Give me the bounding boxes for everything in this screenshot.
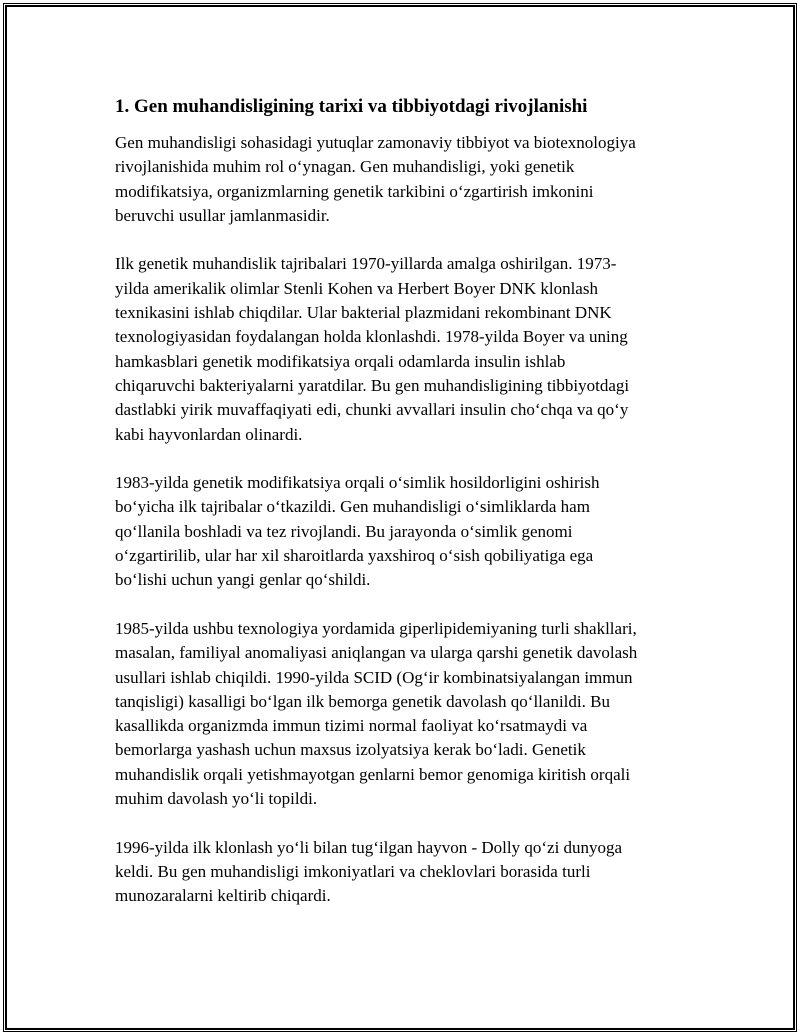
text-line: 1983-yilda genetik modifikatsiya orqali o‘simlik hosildorligini oshirish	[115, 473, 600, 493]
text-line: muhim davolash yo‘li topildi.	[115, 789, 318, 809]
text-line: kasallikda organizmda immun tizimi normal faoliyat ko‘rsatmaydi va	[115, 716, 588, 736]
text-line: modifikatsiya, organizmlarning genetik tarkibini o‘zgartirish imkonini	[115, 181, 594, 201]
text-line: dastlabki yirik muvaffaqiyati edi, chunki avvallari insulin cho‘chqa va qo‘y	[115, 400, 629, 420]
text-line: Ilk genetik muhandislik tajribalari 1970-yillarda amalga oshirilgan. 1973-	[115, 254, 617, 274]
paragraph-intro	[115, 131, 690, 228]
text-line: o‘zgartirilib, ular har xil sharoitlarda yaxshiroq o‘sish qobiliyatiga ega	[115, 546, 594, 566]
text-line: yilda amerikalik olimlar Stenli Kohen va Herbert Boyer DNK klonlash	[115, 278, 598, 298]
text-line: hamkasblari genetik modifikatsiya orqali odamlarda insulin ishlab	[115, 351, 566, 371]
text-line: tanqisligi) kasalligi bo‘lgan ilk bemorga genetik davolash qo‘llanildi. Bu	[115, 691, 610, 711]
text-line: Gen muhandisligi sohasidagi yutuqlar zamonaviy tibbiyot va biotexnologiya	[115, 133, 636, 152]
text-line: bo‘yicha ilk tajribalar o‘tkazildi. Gen muhandisligi o‘simliklarda ham	[115, 497, 590, 517]
document-title: 1. Gen muhandisligining tarixi va tibbiyotdagi rivojlanishi	[115, 96, 588, 117]
text-line: usullari ishlab chiqildi. 1990-yilda SCID (Og‘ir kombinatsiyalangan immun	[115, 667, 633, 687]
text-line: texnologiyasidan foydalangan holda klonlashdi. 1978-yilda Boyer va uning	[115, 327, 628, 347]
text-line: masalan, familiyal anomaliyasi aniqlangan va ularga qarshi genetik davolash	[115, 643, 638, 663]
text-line: keldi. Bu gen muhandisligi imkoniyatlari va cheklovlari borasida turli	[115, 861, 591, 881]
text-line: 1996-yilda ilk klonlash yo‘li bilan tug‘ilgan hayvon - Dolly qo‘zi dunyoga	[115, 837, 623, 857]
text-line: munozaralarni keltirib chiqardi.	[115, 886, 331, 906]
text-line: rivojlanishida muhim rol o‘ynagan. Gen muhandisligi, yoki genetik	[115, 157, 575, 177]
text-line: bo‘lishi uchun yangi genlar qo‘shildi.	[115, 570, 371, 590]
text-line: 1985-yilda ushbu texnologiya yordamida giperlipidemiyaning turli shakllari,	[115, 618, 637, 638]
paragraph-1970s	[115, 252, 690, 446]
text-line: chiqaruvchi bakteriyalarni yaratdilar. Bu gen muhandisligining tibbiyotdagi	[115, 375, 630, 395]
text-line: texnikasini ishlab chiqdilar. Ular bakterial plazmidani rekombinant DNK	[115, 303, 612, 323]
text-line: bemorlarga yashash uchun maxsus izolyatsiya kerak bo‘ladi. Genetik	[115, 740, 586, 760]
text-line: muhandislik orqali yetishmayotgan genlarni bemor genomiga kiritish orqali	[115, 764, 631, 784]
paragraph-1996	[115, 836, 690, 909]
text-line: beruvchi usullar jamlanmasidir.	[115, 205, 330, 225]
document-body	[115, 95, 690, 933]
text-line: qo‘llanila boshladi va tez rivojlandi. Bu jarayonda o‘simlik genomi	[115, 521, 573, 541]
text-line: kabi hayvonlardan olinardi.	[115, 424, 303, 444]
paragraph-1983	[115, 471, 690, 592]
paragraph-1985	[115, 617, 690, 811]
